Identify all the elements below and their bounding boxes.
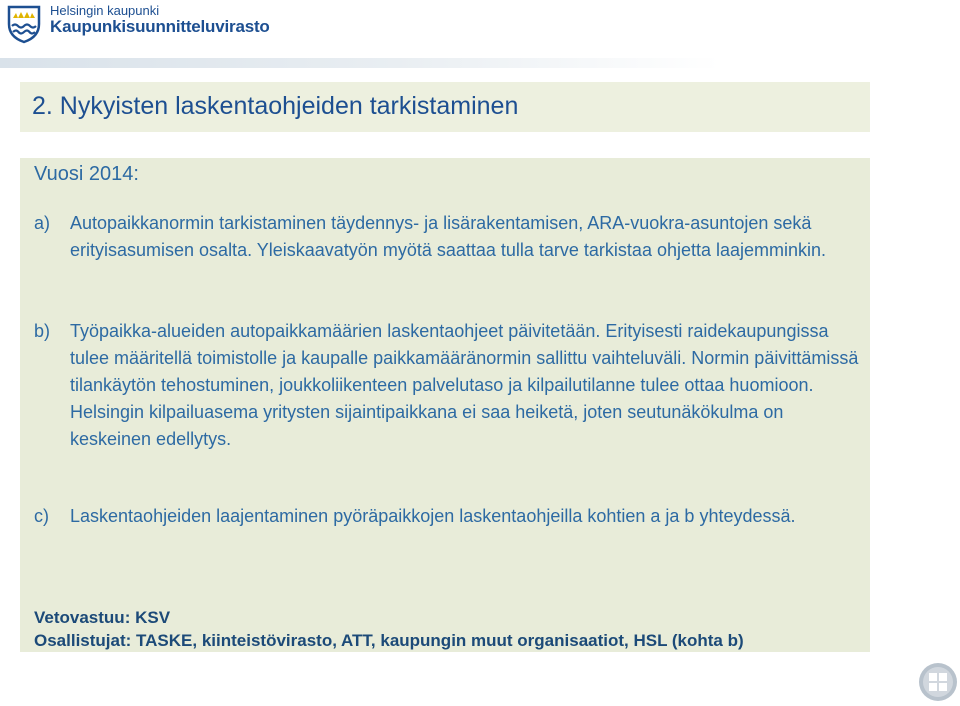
- list-item-b: [34, 318, 864, 453]
- participants-line: Osallistujat: TASKE, kiinteistövirasto, ATT, kaupungin muut organisaatiot, HSL (kohta b): [34, 631, 744, 650]
- page-header: [0, 0, 960, 70]
- list-item-text: Työpaikka-alueiden autopaikkamäärien laskentaohjeet päivitetään. Erityisesti raidekaupungissa tulee määritellä toimistolle ja kaupalle paikkamääränormin sallittu vaihteluväli. Normin päivittämissä tilankäytön tehostuminen, joukkoliikenteen palvelutaso ja kilpailutilanne tulee ottaa huomioon. Helsingin kilpailuasema yritysten sijaintipaikkana ei saa heiketä, joten seutunäkökulma on keskeinen edellytys.: [70, 321, 859, 449]
- responsible-line: Vetovastuu: KSV: [34, 608, 171, 627]
- header-divider: [0, 58, 720, 68]
- list-item-c: [34, 503, 864, 530]
- helsinki-crest-icon: [6, 4, 42, 44]
- list-item-letter: b): [34, 321, 51, 341]
- year-heading: Vuosi 2014:: [34, 163, 139, 185]
- list-item-letter: a): [34, 213, 51, 233]
- slide-title: 2. Nykyisten laskentaohjeiden tarkistaminen: [32, 92, 519, 120]
- content-panel: [20, 158, 870, 652]
- list-item-text: Laskentaohjeiden laajentaminen pyöräpaikkojen laskentaohjeilla kohtien a ja b yhteydessä.: [70, 506, 796, 526]
- title-bar: [20, 82, 870, 132]
- list-item-a: [34, 210, 864, 264]
- org-name-line1: Helsingin kaupunki: [50, 3, 160, 18]
- org-name-line2: Kaupunkisuunnitteluvirasto: [50, 17, 270, 36]
- list-item-letter: c): [34, 506, 49, 526]
- grid-menu-icon[interactable]: [918, 662, 958, 702]
- list-item-text: Autopaikkanormin tarkistaminen täydennys- ja lisärakentamisen, ARA-vuokra-asuntojen sekä erityisasumisen osalta. Yleiskaavatyön myötä saattaa tulla tarve tarkistaa ohjetta laajemminkin.: [70, 213, 827, 260]
